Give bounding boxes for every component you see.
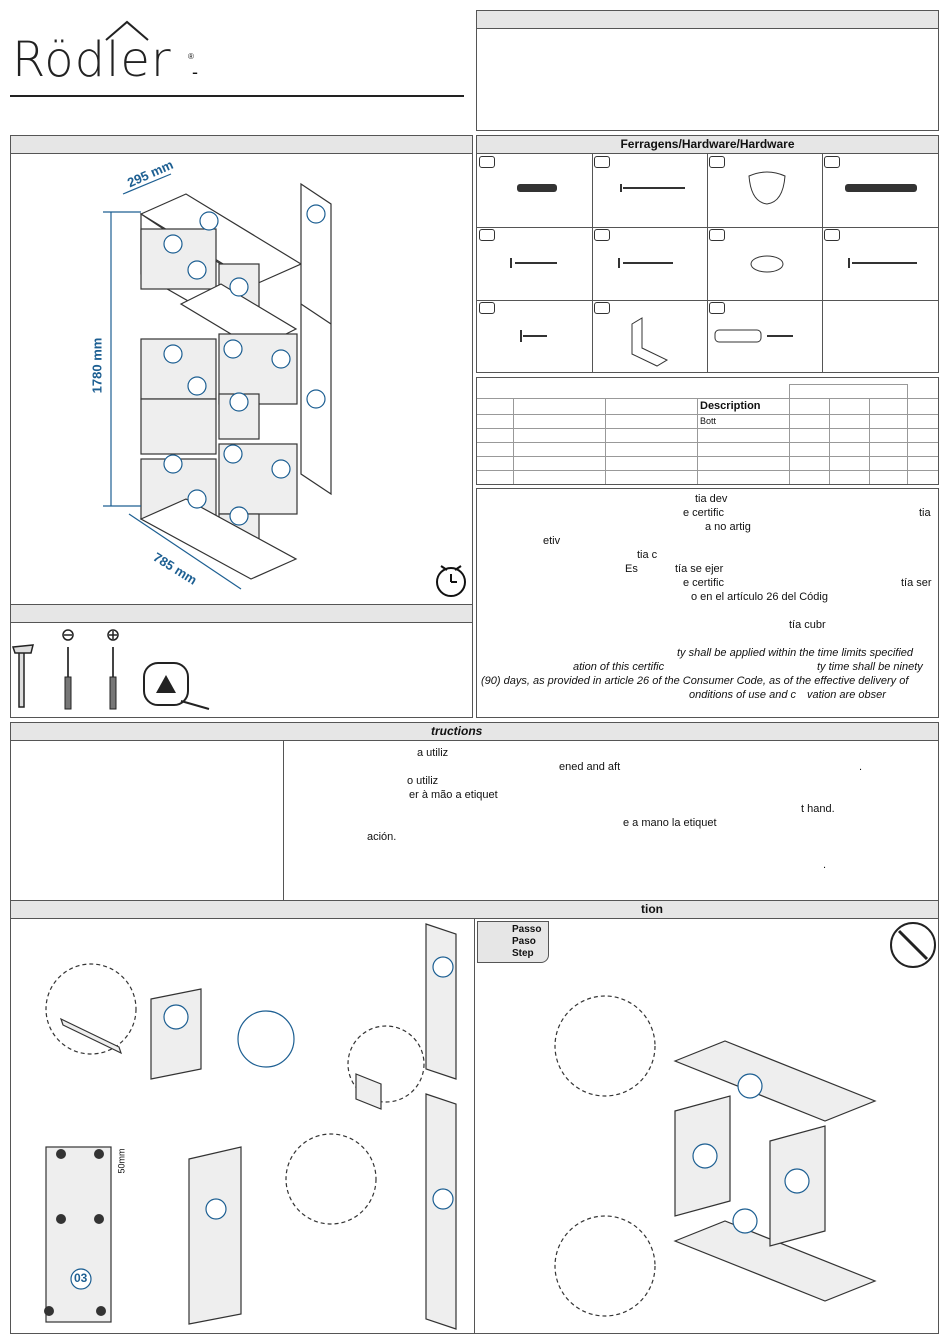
tools-box [10,604,473,718]
screwdriver-badge-icon [889,921,937,969]
step-label: Step [512,948,534,959]
height-dimension-label: 1780 mm [89,337,105,394]
warranty-line: ation of this certific [573,661,665,673]
flat-screwdriver-icon [63,630,73,709]
warranty-line: tía se ejer [675,563,724,575]
parts-table [476,377,939,485]
warranty-line: tia dev [695,493,728,505]
warranty-line: tía cubr [789,619,826,631]
warranty-line: vation are obser [807,689,886,701]
bolt-screw-icon [511,258,557,268]
instructions-line: e a mano la etiquet [623,817,717,829]
warranty-line: ty shall be applied within the time limits specified [677,647,914,659]
step-assembly-illustration [475,971,938,1333]
assembly-title: tion [11,901,938,919]
long-dowel-icon [845,184,917,192]
instructions-line: ación. [367,831,397,843]
step-label: Paso [512,936,536,947]
tape-measure-icon [144,663,209,709]
header-info-title [477,11,938,29]
small-screw-icon [521,330,547,342]
warranty-line: (90) days, as provided in article 26 of the Consumer Code, as of the effective delivery of [481,675,909,687]
warranty-line: e certific [683,507,724,519]
dowel-icon [517,184,557,192]
instructions-line: ened and aft [559,761,621,773]
product-drawing-title [11,136,472,154]
depth-dimension-label: 295 mm [125,156,176,191]
instructions-line: a utiliz [417,747,449,759]
cam-lock-icon [749,172,785,204]
warranty-line: ty time shall be ninety [817,661,923,673]
warranty-line: tia [919,507,931,519]
brand-name: Rödler [12,32,172,88]
edge-spacing-label: 50mm [116,1148,127,1174]
wood-screw-icon [619,258,673,268]
panel-number-label: 03 [74,1271,88,1285]
instructions-line: o utiliz [407,775,439,787]
cover-cap-icon [751,256,783,272]
instructions-line: t hand. [801,803,835,815]
warranty-line: Es [625,563,638,575]
warranty-line: tia c [637,549,658,561]
brand-registered: ® [188,52,194,61]
logo [10,18,210,90]
warranty-line: e certific [683,577,724,589]
brand-suffix: - [192,62,198,82]
width-dimension-label: 785 mm [150,549,200,588]
step-label-box [477,921,549,963]
assembly-box [10,900,939,1334]
instructions-line: er à mão a etiquet [409,789,498,801]
wall-plug-icon [715,330,793,342]
warranty-line: onditions of use and c [689,689,797,701]
hardware-box [476,135,939,373]
warranty-line: etiv [543,535,561,547]
long-screw-icon [621,184,685,192]
table-row-description: Bott [700,416,717,426]
product-drawing-box [10,135,473,605]
instructions-line: . [859,761,863,773]
tools-illustration [11,625,472,717]
angle-bracket-icon [632,318,667,366]
shelf-illustration [11,154,472,604]
step-label: Passo [512,924,542,935]
logo-underline [10,95,464,97]
hammer-icon [13,645,33,707]
warranty-line: a no artig [705,521,751,533]
instructions-line: . [823,859,827,871]
warranty-line: o en el artículo 26 del Códig [691,591,828,603]
table-description-header: Description [700,400,761,412]
warranty-box [476,488,939,718]
hardware-parts [477,154,938,373]
instructions-box [10,722,939,902]
instructions-title: tructions [11,723,938,741]
phillips-screwdriver-icon [108,630,118,709]
tools-title [11,605,472,623]
warranty-line: tía ser [901,577,932,589]
hardware-title: Ferragens/Hardware/Hardware [477,136,938,154]
screw-icon [849,258,917,268]
header-info-box [476,10,939,131]
